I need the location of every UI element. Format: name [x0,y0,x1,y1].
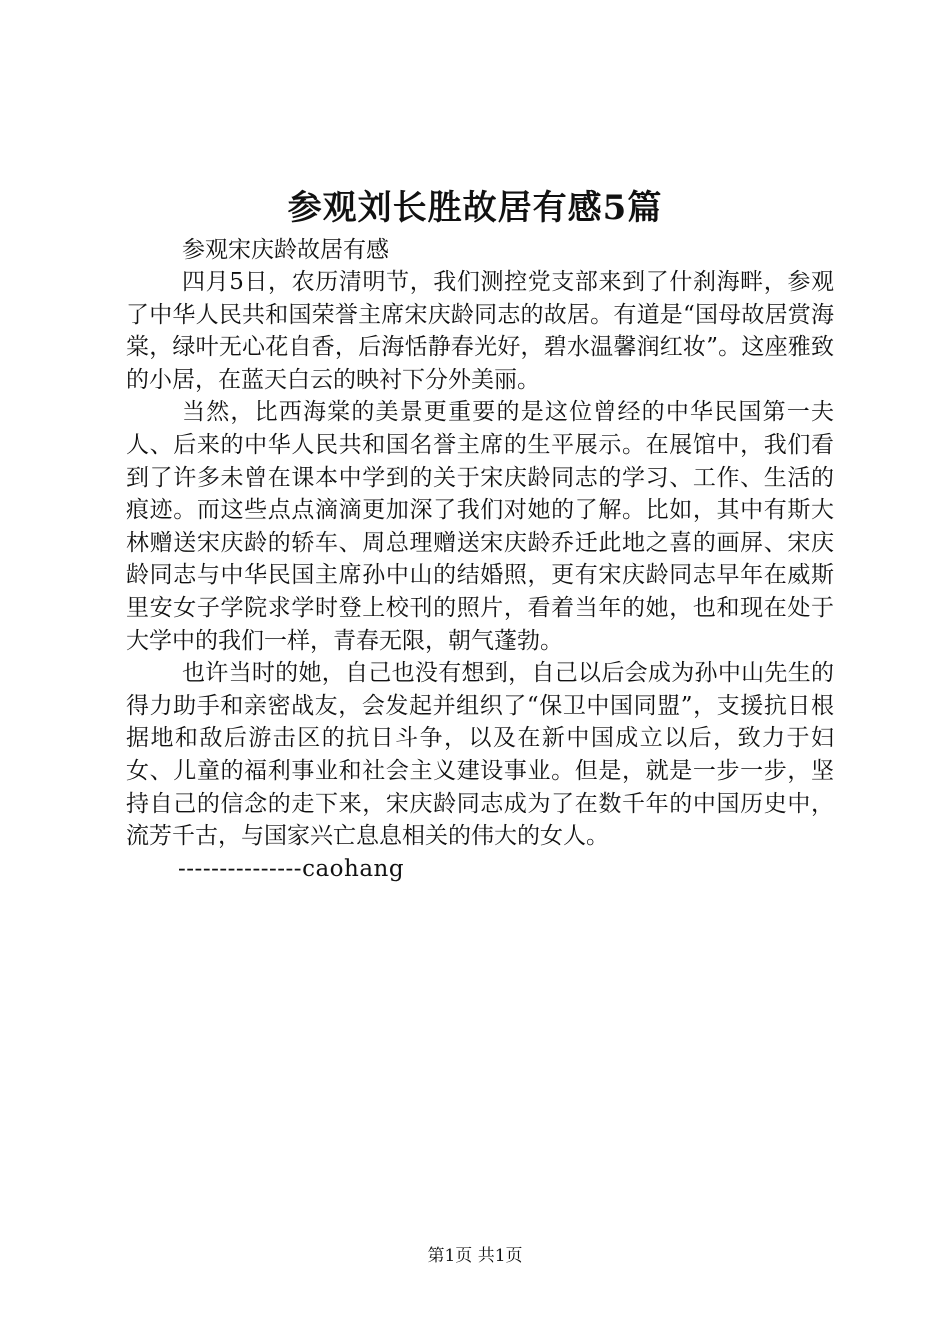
signature-line: ---------------caohang [178,855,405,882]
paragraph-1: 四月5日，农历清明节，我们测控党支部来到了什刹海畔，参观了中华人民共和国荣誉主席宋庆龄同志的故居。有道是“国母故居赏海棠，绿叶无心花自香，后海恬静春光好，碧水温馨润红妆”。这座雅致的小居，在蓝天白云的映衬下分外美丽。 [126,269,834,393]
paragraph-2: 当然，比西海棠的美景更重要的是这位曾经的中华民国第一夫人、后来的中华人民共和国名誉主席的生平展示。在展馆中，我们看到了许多未曾在课本中学到的关于宋庆龄同志的学习、工作、生活的痕迹。而这些点点滴滴更加深了我们对她的了解。比如，其中有斯大林赠送宋庆龄的轿车、周总理赠送宋庆龄乔迁此地之喜的画屏、宋庆龄同志与中华民国主席孙中山的结婚照，更有宋庆龄同志早年在威斯里安女子学院求学时登上校刊的照片，看着当年的她，也和现在处于大学中的我们一样，青春无限，朝气蓬勃。 [126,399,834,654]
page-footer: 第1页 共1页 [427,1246,523,1266]
document-body [126,234,834,885]
document-subtitle: 参观宋庆龄故居有感 [182,237,389,263]
paragraph-3: 也许当时的她，自己也没有想到，自己以后会成为孙中山先生的得力助手和亲密战友，会发起并组织了“保卫中国同盟”，支援抗日根据地和敌后游击区的抗日斗争，以及在新中国成立以后，致力于妇女、儿童的福利事业和社会主义建设事业。但是，就是一步一步，坚持自己的信念的走下来，宋庆龄同志成为了在数千年的中国历史中，流芳千古，与国家兴亡息息相关的伟大的女人。 [126,660,834,850]
document-title: 参观刘长胜故居有感5篇 [287,188,663,228]
